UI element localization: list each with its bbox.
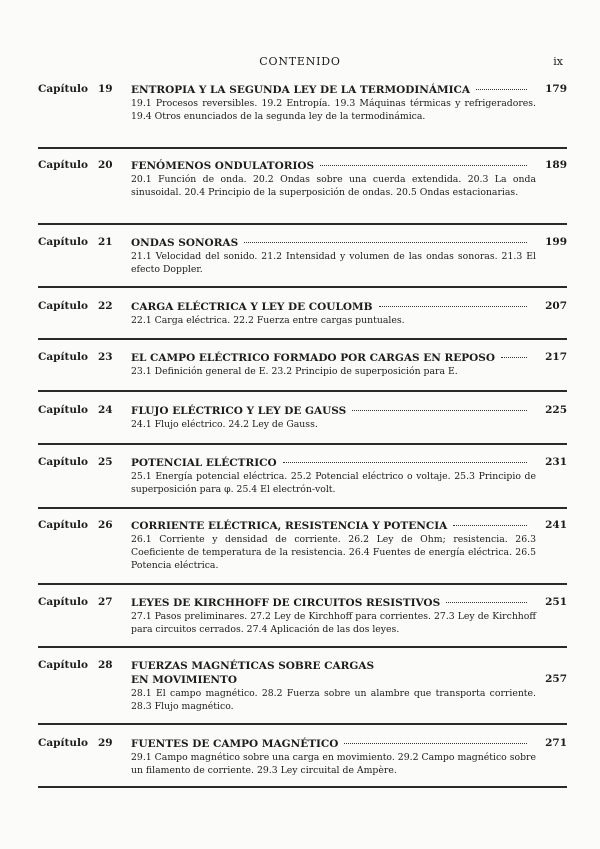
divider (38, 507, 567, 509)
chapter-title: POTENCIAL ELÉCTRICO (131, 456, 531, 470)
chapter-label: Capítulo 20 (38, 159, 113, 171)
chapter-title: FUERZAS MAGNÉTICAS SOBRE CARGAS EN MOVIMIENTO (131, 660, 375, 686)
chapter-sections: 27.1 Pasos preliminares. 27.2 Ley de Kirchhoff para corrientes. 27.3 Ley de Kirchhoff para circuitos cerrados. 27.4 Aplicación de las dos leyes. (131, 611, 536, 636)
divider (38, 583, 567, 585)
chapter-label: Capítulo 26 (38, 519, 113, 531)
chapter-label: Capítulo 23 (38, 351, 113, 363)
chapter-page: 271 (545, 737, 567, 749)
chapter-title: FLUJO ELÉCTRICO Y LEY DE GAUSS (131, 404, 531, 418)
divider (38, 286, 567, 288)
chapter-page: 241 (545, 519, 567, 531)
chapter-label: Capítulo 29 (38, 737, 113, 749)
chapter-page: 179 (545, 83, 567, 95)
chapter-title: EL CAMPO ELÉCTRICO FORMADO POR CARGAS EN REPOSO (131, 351, 531, 365)
divider (38, 646, 567, 648)
page-number: ix (553, 55, 563, 68)
chapter-page: 225 (545, 404, 567, 416)
divider (38, 338, 567, 340)
chapter-sections: 20.1 Función de onda. 20.2 Ondas sobre una cuerda extendida. 20.3 La onda sinusoidal. 20.4 Principio de la superposición de ondas. 20.5 Ondas estacionarias. (131, 174, 536, 199)
divider (38, 223, 567, 225)
divider (38, 390, 567, 392)
page-title: CONTENIDO (259, 55, 341, 68)
chapter-title: FENÓMENOS ONDULATORIOS (131, 159, 531, 173)
chapter-sections: 28.1 El campo magnético. 28.2 Fuerza sobre un alambre que transporta corriente. 28.3 Flujo magnético. (131, 688, 536, 713)
chapter-title: CORRIENTE ELÉCTRICA, RESISTENCIA Y POTENCIA (131, 519, 531, 533)
page-header (36, 55, 564, 69)
chapter-label: Capítulo 25 (38, 456, 113, 468)
chapter-page: 257 (545, 673, 567, 685)
chapter-sections: 29.1 Campo magnético sobre una carga en movimiento. 29.2 Campo magnético sobre un filamento de corriente. 29.3 Ley circuital de Ampère. (131, 752, 536, 777)
divider (38, 723, 567, 725)
chapter-title: LEYES DE KIRCHHOFF DE CIRCUITOS RESISTIVOS (131, 596, 531, 610)
chapter-page: 199 (545, 236, 567, 248)
divider (38, 147, 567, 149)
divider (38, 443, 567, 445)
chapter-title: FUENTES DE CAMPO MAGNÉTICO (131, 737, 531, 751)
chapter-label: Capítulo 22 (38, 300, 113, 312)
chapter-title: CARGA ELÉCTRICA Y LEY DE COULOMB (131, 300, 531, 314)
chapter-sections: 19.1 Procesos reversibles. 19.2 Entropía. 19.3 Máquinas térmicas y refrigeradores. 19.4 Otros enunciados de la segunda ley de la termodinámica. (131, 98, 536, 123)
chapter-sections: 26.1 Corriente y densidad de corriente. 26.2 Ley de Ohm; resistencia. 26.3 Coeficiente de temperatura de la resistencia. 26.4 Fuentes de energía eléctrica. 26.5 Potencia eléctrica. (131, 534, 536, 572)
chapter-page: 189 (545, 159, 567, 171)
chapter-page: 217 (545, 351, 567, 363)
chapter-sections: 22.1 Carga eléctrica. 22.2 Fuerza entre cargas puntuales. (131, 315, 405, 326)
chapter-sections: 23.1 Definición general de E. 23.2 Principio de superposición para E. (131, 366, 458, 377)
chapter-page: 251 (545, 596, 567, 608)
chapter-label: Capítulo 24 (38, 404, 113, 416)
chapter-sections: 21.1 Velocidad del sonido. 21.2 Intensidad y volumen de las ondas sonoras. 21.3 El efecto Doppler. (131, 251, 536, 276)
chapter-page: 207 (545, 300, 567, 312)
chapter-page: 231 (545, 456, 567, 468)
divider (38, 786, 567, 788)
chapter-title: ONDAS SONORAS (131, 236, 531, 250)
chapter-label: Capítulo 28 (38, 659, 113, 671)
chapter-label: Capítulo 19 (38, 83, 113, 95)
chapter-sections: 25.1 Energía potencial eléctrica. 25.2 Potencial eléctrico o voltaje. 25.3 Principio de superposición para φ. 25.4 El electrón-volt. (131, 471, 536, 496)
chapter-sections: 24.1 Flujo eléctrico. 24.2 Ley de Gauss. (131, 419, 318, 430)
chapter-label: Capítulo 27 (38, 596, 113, 608)
chapter-label: Capítulo 21 (38, 236, 113, 248)
chapter-title: ENTROPIA Y LA SEGUNDA LEY DE LA TERMODINÁMICA (131, 83, 531, 97)
